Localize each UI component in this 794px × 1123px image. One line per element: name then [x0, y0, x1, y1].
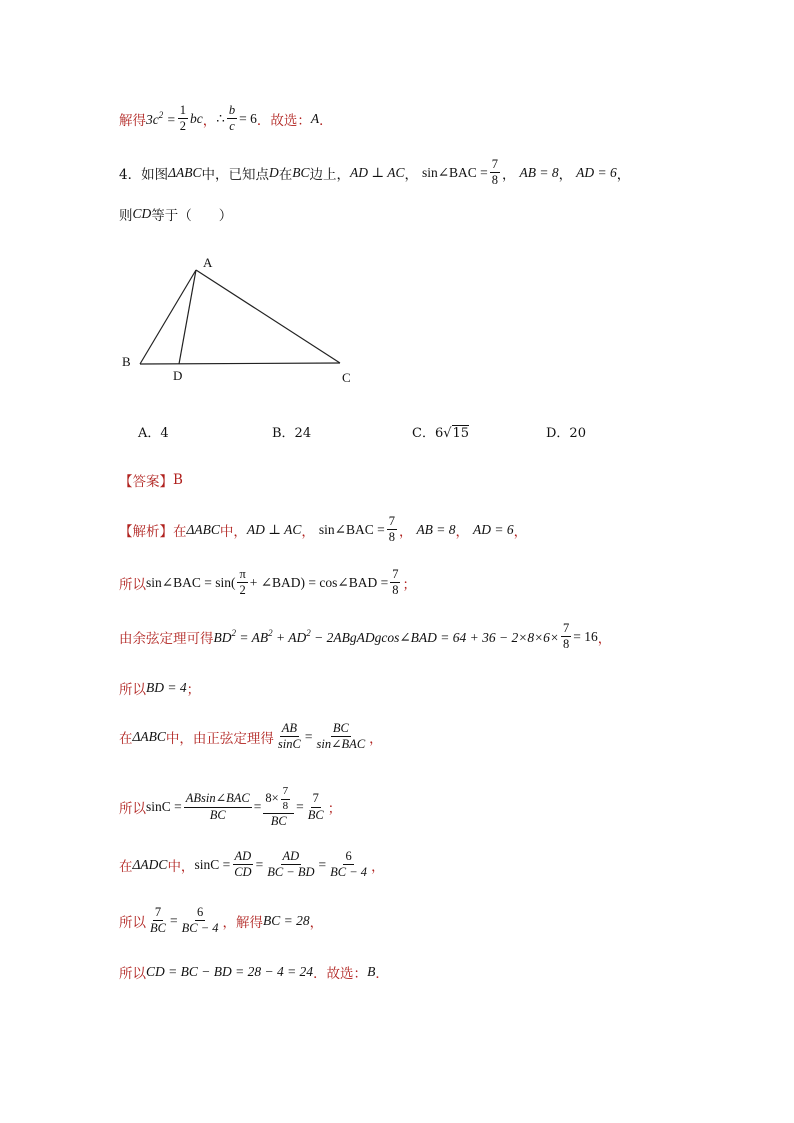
a6-expr: sinC =	[146, 799, 182, 815]
question-number: 4．	[119, 166, 142, 183]
analysis-line-1	[119, 515, 527, 544]
a-end: ；	[402, 576, 416, 593]
end: ．	[319, 112, 333, 129]
question-line-2	[119, 204, 232, 224]
a7-frac3: $\frac{6}{BC - 4}$	[330, 849, 368, 880]
a5-eq: =	[304, 728, 313, 744]
a-end: ；	[327, 801, 342, 818]
q-text: 中，已知点	[201, 166, 270, 183]
a-text: 所以	[119, 576, 146, 593]
q-text: 等于（ ）	[151, 208, 233, 224]
question-line-1	[119, 158, 630, 187]
analysis-line-9	[119, 962, 389, 982]
a8-expr: BC = 28	[263, 912, 310, 928]
q-ab: AB = 8	[519, 164, 559, 180]
a6-frac2: 8× $\frac{7}{8}$ BC	[263, 786, 294, 828]
a6-eq1: =	[253, 799, 262, 815]
a-comma: ，	[398, 523, 413, 540]
triangle-figure	[110, 250, 370, 390]
a2-pi-frac: $\frac{\pi}{2}$	[239, 567, 246, 598]
prev-frac2: $\frac{b}{c}$	[228, 103, 236, 134]
a7-frac1: $\frac{AD}{CD}$	[234, 849, 252, 880]
edge-ac	[196, 270, 340, 363]
analysis-line-4	[119, 678, 200, 698]
a6-frac1: $\frac{\text{ABsin∠BAC}}{BC}$	[185, 791, 250, 822]
a3-frac: $\frac{7}{8}$	[563, 621, 570, 652]
a-end: ；	[186, 682, 201, 698]
q-comma: ，	[502, 166, 516, 183]
a-text: 由余弦定理可得	[119, 630, 214, 647]
a3-expr: $BD^2 = AB^2 + AD^2$ − 2ABgADgcos∠BAD = 64 + 36 − 2×8×6×	[213, 627, 560, 645]
answer-line	[119, 470, 183, 490]
a-comma: ，	[455, 523, 470, 540]
q-comma: ，	[404, 166, 418, 183]
a8-frac2: $\frac{6}{BC - 4}$	[181, 905, 219, 936]
prev-choice: A	[310, 110, 320, 126]
a9-choice: B	[367, 964, 376, 979]
choose-text: ．故选：	[256, 112, 311, 129]
a-text: 所以	[119, 801, 146, 818]
analysis-line-3	[119, 622, 611, 651]
option-a: A．4	[138, 426, 169, 441]
a7-eq1: =	[255, 856, 264, 872]
a-end: ，	[309, 914, 324, 931]
a2-frac: $\frac{7}{8}$	[392, 567, 399, 598]
a-ad: AD = 6	[473, 521, 514, 537]
a-text: 在	[173, 523, 187, 540]
answer-value: B	[173, 472, 183, 488]
q-perp: AD ⊥ AC	[350, 164, 405, 180]
prev-solution-line	[119, 104, 333, 133]
a-ab: AB = 8	[416, 521, 456, 537]
a-end: ，	[369, 730, 383, 747]
q-cd: CD	[132, 206, 152, 221]
prev-solution-prefix: 解得	[119, 112, 146, 129]
prev-expr1-rhs: bc	[190, 110, 203, 126]
a3-expr-e: = 16	[573, 628, 598, 644]
q-ad: AD = 6	[576, 164, 617, 180]
a9-expr: CD = BC − BD = 28 − 4 = 24	[146, 964, 314, 979]
q-bc: BC	[292, 164, 310, 180]
a2-expr-b: + ∠BAD) = cos∠BAD =	[249, 574, 389, 590]
prev-expr1: $3c^2$ =	[146, 109, 176, 127]
q-sin-frac: $\frac{7}{8}$	[491, 157, 499, 188]
analysis-line-8	[119, 906, 323, 935]
prev-frac1: $\frac{1}{2}$	[179, 103, 186, 134]
a-text: 中，由正弦定理得	[165, 730, 274, 747]
a-text: 所以	[119, 966, 146, 982]
a5-frac2: $\frac{BC}{\text{sin∠BAC}}$	[316, 721, 366, 752]
a-tri: ΔABC	[186, 521, 220, 537]
a-end: ，	[513, 523, 528, 540]
sep: ，	[202, 112, 217, 129]
a6-eq2: =	[296, 799, 304, 815]
q-sin: sin∠BAC =	[421, 164, 488, 180]
a-text: 在	[119, 730, 133, 747]
a7-eq2: =	[318, 856, 327, 872]
a7-frac2: $\frac{AD}{BC - BD}$	[267, 849, 315, 880]
a-text: 中，	[167, 858, 195, 875]
analysis-line-5	[119, 722, 383, 751]
a4-expr: BD = 4	[146, 680, 187, 695]
a-end: ，	[597, 630, 612, 647]
a5-frac1: $\frac{AB}{\sin C}$	[277, 721, 301, 752]
q-text: 则	[119, 208, 133, 224]
analysis-tag: 【解析】	[119, 523, 173, 540]
a5-tri: ΔABC	[132, 728, 166, 744]
a-text: 所以	[119, 682, 146, 698]
q-text: 如图	[141, 166, 169, 183]
a7-tri: ΔADC	[132, 856, 168, 872]
q-text: 边上，	[309, 166, 351, 183]
a-text: 中，	[219, 523, 247, 540]
analysis-line-2	[119, 568, 416, 597]
analysis-line-6	[119, 786, 341, 828]
a2-expr-a: sin∠BAC = sin(	[146, 574, 236, 590]
option-d: D．20	[546, 426, 586, 441]
a8-frac1: $\frac{7}{BC}$	[150, 905, 166, 936]
label-d: D	[173, 368, 183, 383]
label-a: A	[203, 255, 213, 270]
a-perp: AD ⊥ AC	[246, 521, 302, 537]
analysis-line-7	[119, 850, 385, 879]
a6-frac3: $\frac{7}{BC}$	[307, 791, 324, 822]
option-c: C．6√15	[412, 426, 470, 441]
a-end: ．	[375, 966, 389, 982]
label-b: B	[122, 354, 131, 369]
label-c: C	[342, 370, 351, 385]
a-text: 所以	[119, 914, 146, 931]
q-end: ，	[616, 166, 631, 183]
a8-eq: =	[169, 912, 178, 928]
q-text: 在	[278, 166, 293, 183]
answer-tag: 【答案】	[119, 474, 173, 490]
a-comma: ，	[301, 523, 315, 540]
a-text: ．故选：	[313, 966, 368, 982]
a7-expr: sinC =	[194, 856, 231, 872]
a-text: 在	[119, 858, 133, 875]
a-sin: sin∠BAC =	[318, 521, 385, 537]
prev-expr2-rhs: = 6	[239, 110, 257, 126]
a1-frac: $\frac{7}{8}$	[388, 514, 395, 545]
q-comma: ，	[558, 166, 573, 183]
edge-bc	[140, 363, 340, 364]
q-point-d: D	[269, 164, 279, 180]
q-tri: ΔABC	[168, 164, 202, 180]
therefore-symbol: ∴	[216, 110, 225, 126]
option-b: B．24	[272, 426, 312, 441]
a-end: ，	[371, 858, 385, 875]
a-text: ，解得	[222, 914, 264, 931]
